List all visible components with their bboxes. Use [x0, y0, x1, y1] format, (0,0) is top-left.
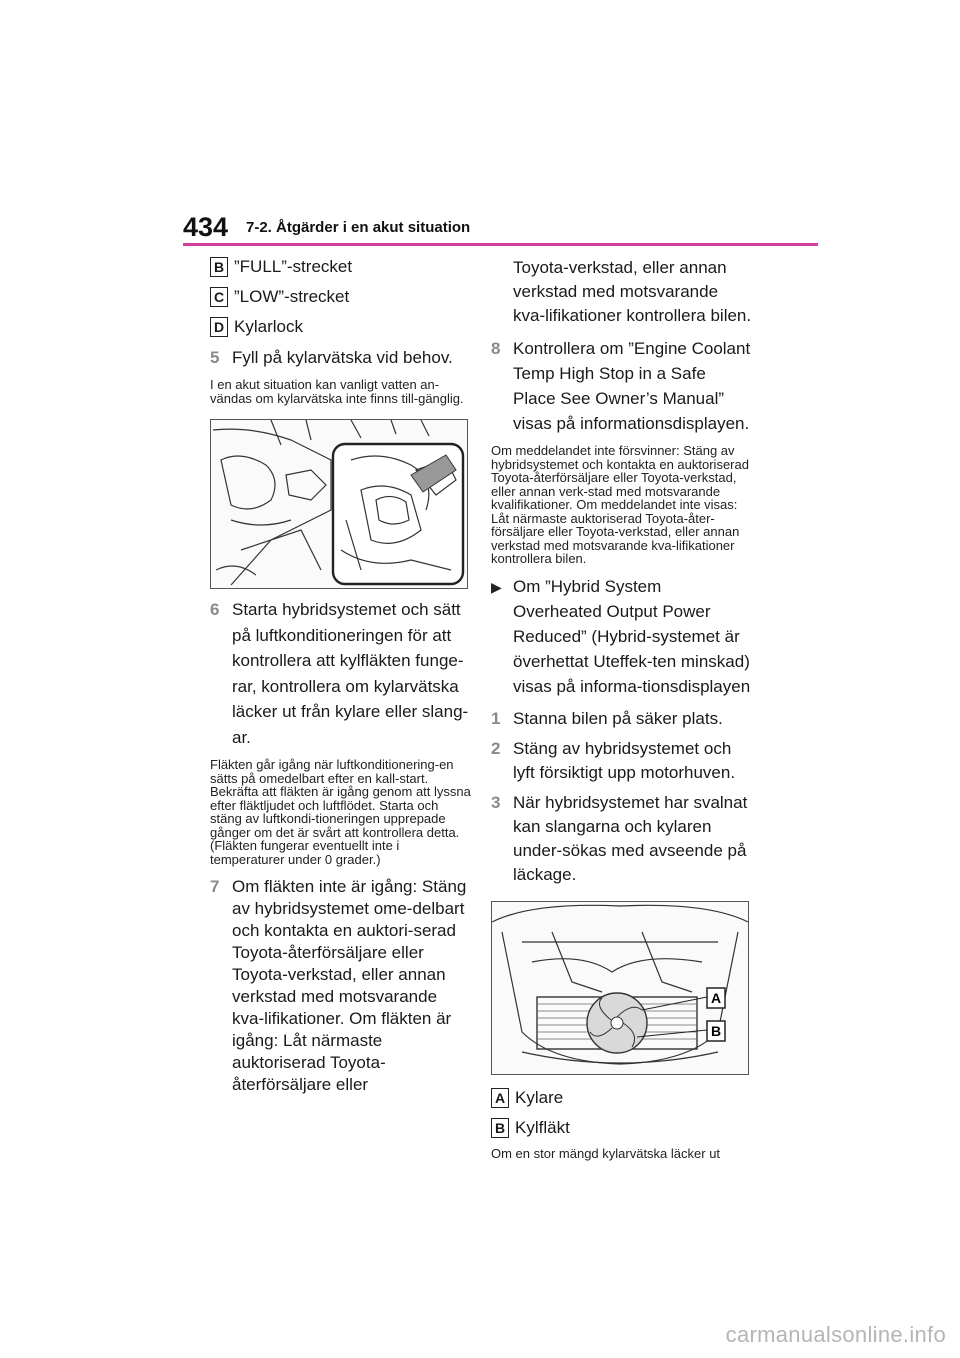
legend-item-d [210, 316, 472, 338]
step-number: 8 [491, 339, 501, 358]
step-text: Kontrollera om ”Engine Coolant Temp High Stop in a Safe Place See Owner’s Manual” visas på informationsdisplayen. [513, 339, 751, 433]
note-step-8: Om meddelandet inte försvinner: Stäng av hybridsystemet och kontakta en auktoriserad Toyota-återförsäljare eller Toyota-verkstad, eller annan verk-stad med motsvarande kvalifikationer. Om meddelandet inte visas: Låt närmaste auktoriserad Toyota-åter-försäljare eller Toyota-verkstad, eller annan verkstad med motsvarande kva-lifikationer kontrollera bilen. [491, 443, 749, 566]
step-2 [491, 737, 753, 785]
continued-text: Toyota-verkstad, eller annan verkstad med motsvarande kva-lifikationer kontrollera bilen. [513, 258, 752, 325]
step-text: Stanna bilen på säker plats. [513, 708, 723, 728]
step-3 [491, 791, 753, 887]
legend-text: Kylarlock [234, 317, 303, 336]
note-step-5: I en akut situation kan vanligt vatten an-vändas om kylarvätska inte finns till-gänglig. [210, 377, 464, 406]
legend-text: ”LOW”-strecket [234, 287, 350, 306]
overheated-bullet [491, 574, 753, 699]
step-5 [210, 346, 472, 370]
step-number: 7 [210, 877, 220, 896]
legend-item-b [491, 1117, 753, 1139]
step-1 [491, 707, 753, 731]
step-text: Fyll på kylarvätska vid behov. [232, 348, 453, 367]
figure-label-b: B [710, 1022, 722, 1039]
legend-label-b: B [210, 257, 228, 277]
legend-label-b: B [491, 1118, 509, 1138]
right-column [491, 256, 753, 1160]
step-7 [210, 876, 472, 1096]
step-text: Stäng av hybridsystemet och lyft försiktigt upp motorhuven. [513, 738, 736, 782]
legend-text: Kylare [515, 1087, 564, 1107]
final-note: Om en stor mängd kylarvätska läcker ut [491, 1145, 721, 1161]
step-number: 3 [491, 792, 501, 812]
legend-item-b [210, 256, 472, 278]
step-6 [210, 597, 472, 750]
triangle-bullet-icon: ▶ [491, 578, 502, 595]
step-text: När hybridsystemet har svalnat kan slangarna och kylaren under-sökas med avseende på läckage. [513, 792, 748, 884]
legend-label-a: A [491, 1088, 509, 1108]
legend-text: ”FULL”-strecket [234, 257, 353, 276]
step-text: Starta hybridsystemet och sätt på luftkonditioneringen för att kontrollera att kylfläkten funge-rar, kontrollera om kylarvätska läcker ut från kylare eller slang-ar. [232, 600, 469, 747]
legend-label-d: D [210, 317, 228, 337]
step-number: 5 [210, 348, 220, 367]
legend-item-c [210, 286, 472, 308]
section-title: 7-2. Åtgärder i en akut situation [246, 219, 471, 236]
legend-item-a [491, 1087, 753, 1109]
bullet-text: Om ”Hybrid System Overheated Output Power Reduced” (Hybrid-systemet är överhettat Uteffek-ten minskad) visas på informa-tionsdisplayen [513, 576, 751, 696]
watermark: carmanualsonline.info [725, 1322, 946, 1347]
figure-label-a: A [710, 989, 722, 1006]
coolant-reservoir-illustration [210, 419, 468, 589]
page-number: 434 [183, 212, 229, 242]
radiator-fan-illustration [491, 901, 749, 1075]
legend-text: Kylfläkt [515, 1117, 570, 1137]
step-text: Om fläkten inte är igång: Stäng av hybridsystemet ome-delbart och kontakta en auktori-serad Toyota-återförsäljare eller Toyota-verkstad, eller annan verkstad med motsvarande kva-lifikationer. Om fläkten är igång: Låt närmaste auktoriserad Toyota-återförsäljare eller [232, 877, 467, 1094]
front-car-drawing [492, 902, 748, 1074]
step-number: 6 [210, 600, 220, 619]
note-step-6: Fläkten går igång när luftkonditionering-en sätts på omedelbart efter en kall-start. Bekräfta att fläkten är igång genom att lyssna efter fläktljudet och luftflödet. Starta och stäng av luftkondi-tioneringen upprepade gånger om det är svårt att kontrollera detta. (Fläkten fungerar eventuellt inte i temperaturer under 0 grader.) [210, 757, 471, 867]
legend-label-c: C [210, 287, 228, 307]
left-column [210, 256, 472, 1096]
step-number: 1 [491, 708, 501, 728]
step-8 [491, 336, 753, 436]
engine-bay-drawing [211, 420, 467, 588]
header-divider [183, 243, 818, 246]
step-number: 2 [491, 738, 501, 758]
